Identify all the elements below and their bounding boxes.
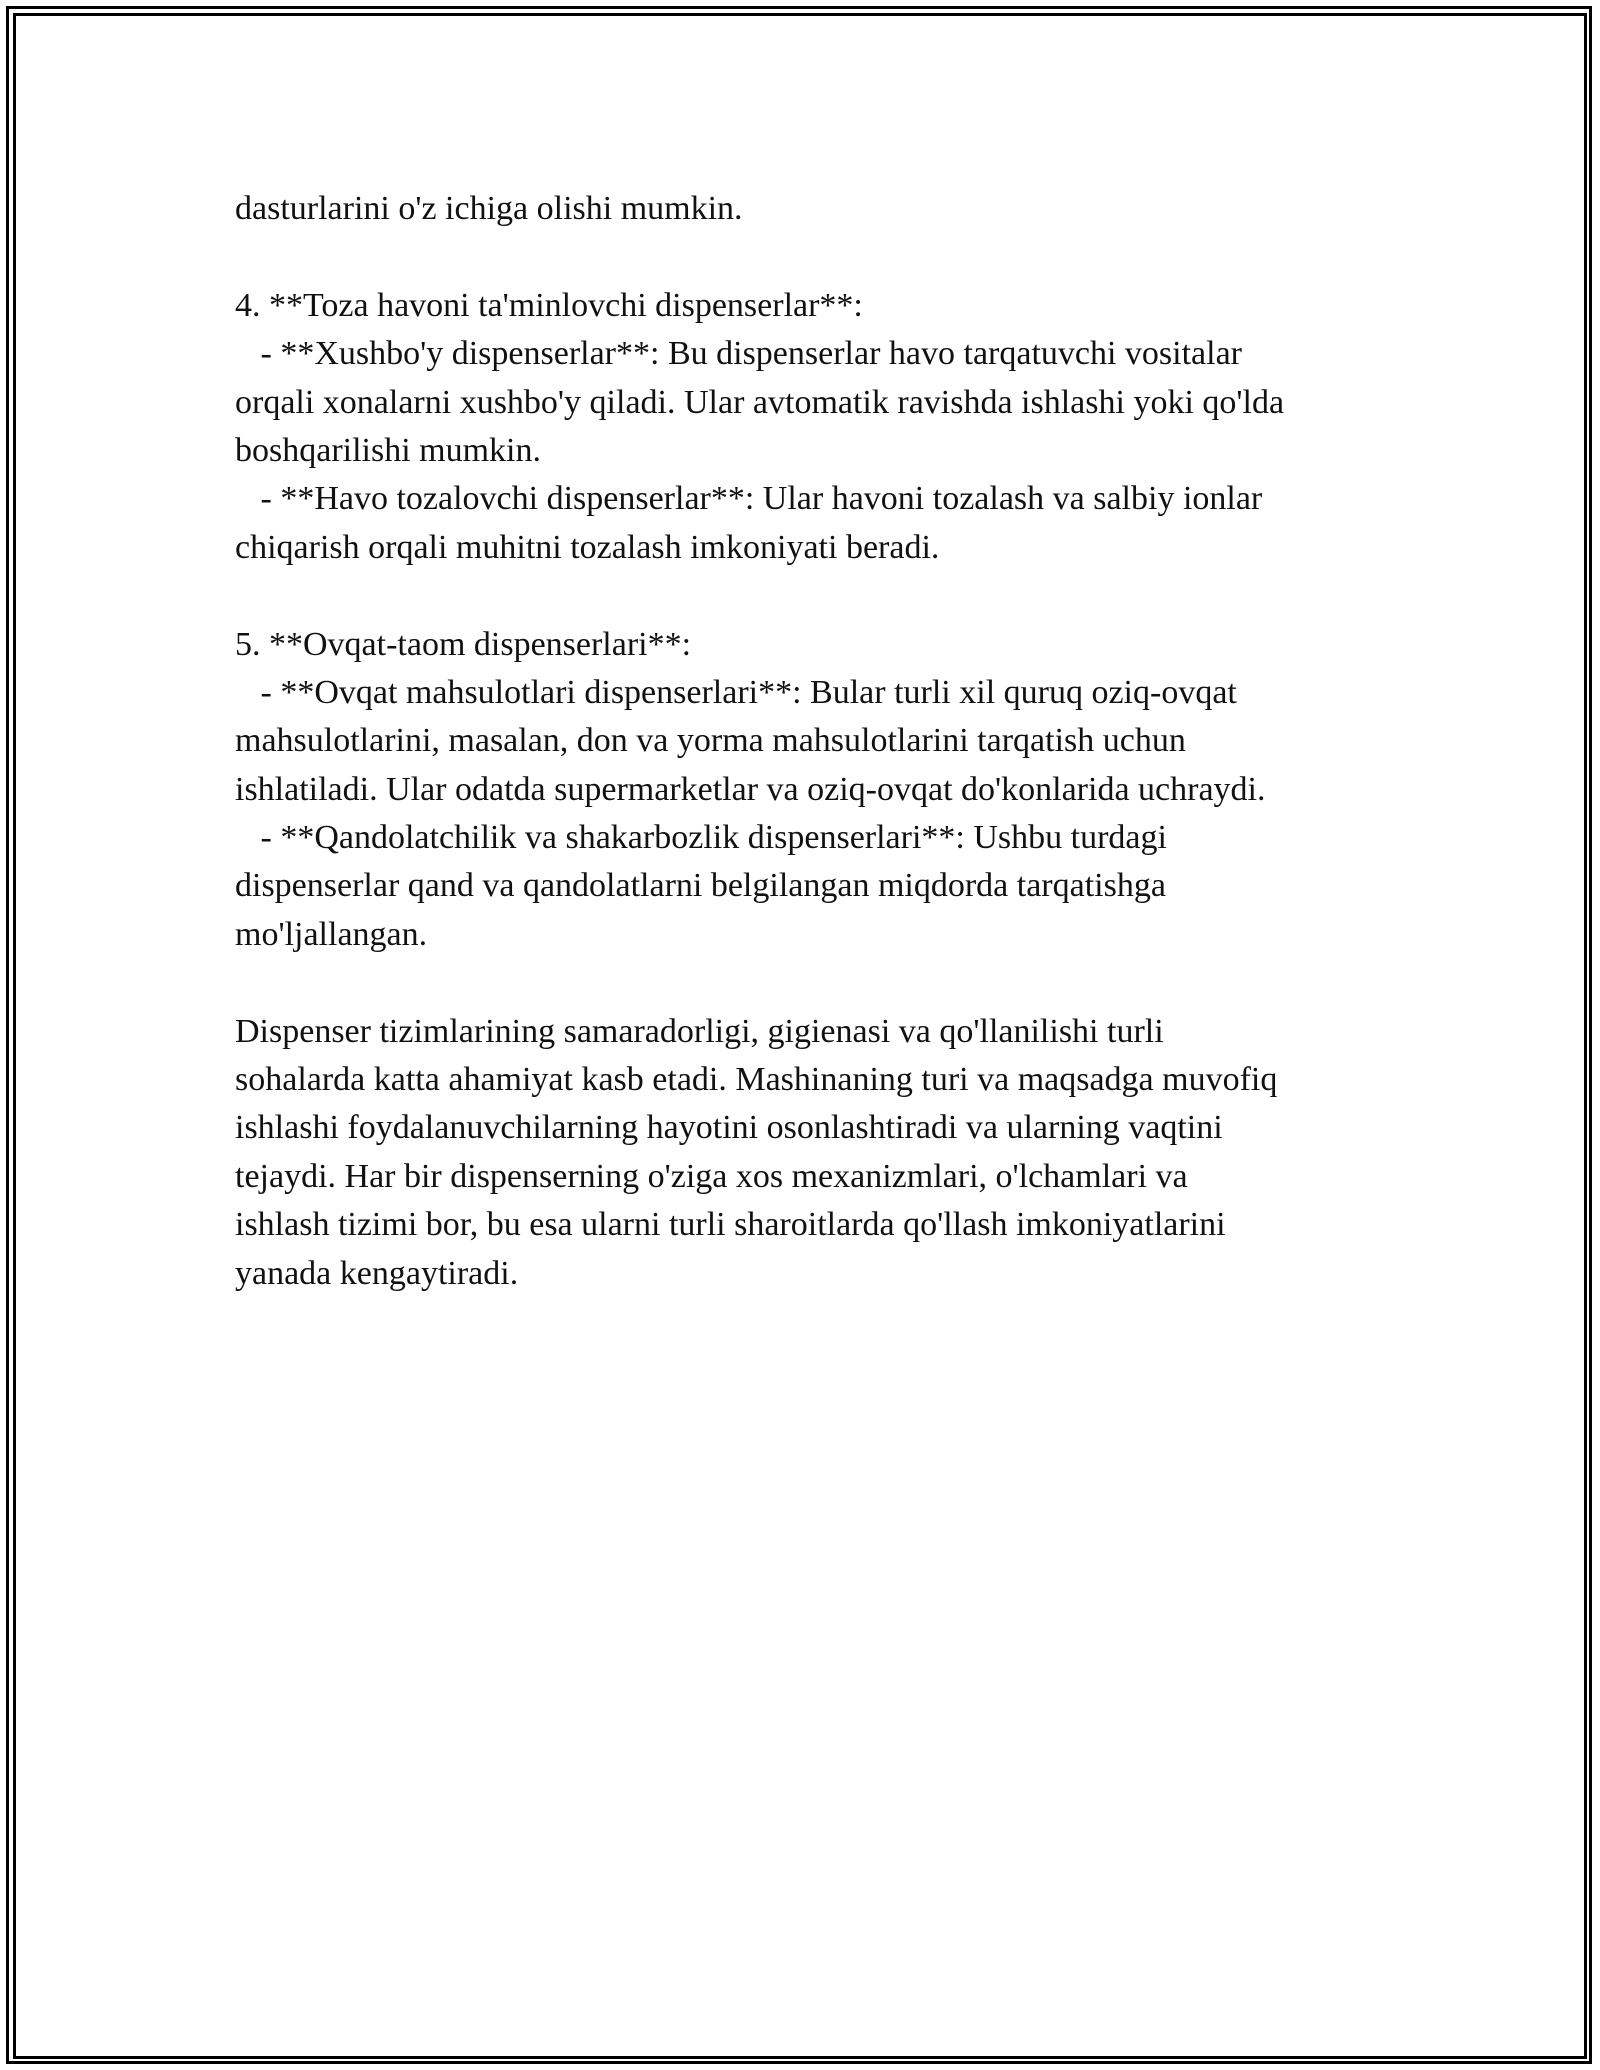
text-line: mo'ljallangan.	[235, 915, 428, 953]
text-line: ishlatiladi. Ular odatda supermarketlar va oziq-ovqat do'konlarida uchraydi.	[235, 770, 1266, 808]
document-body	[235, 185, 1395, 1298]
conclusion-line: ishlash tizimi bor, bu esa ularni turli sharoitlarda qo'llash imkoniyatlarini	[235, 1206, 1226, 1244]
conclusion-line: ishlashi foydalanuvchilarning hayotini osonlashtiradi va ularning vaqtini	[235, 1109, 1223, 1147]
text-line: dispenserlar qand va qandolatlarni belgilangan miqdorda tarqatishga	[235, 867, 1166, 905]
blank-line	[235, 959, 1395, 1007]
conclusion-line: yanada kengaytiradi.	[235, 1254, 519, 1292]
text-line: chiqarish orqali muhitni tozalash imkoniyati beradi.	[235, 528, 940, 566]
text-line: mahsulotlarini, masalan, don va yorma mahsulotlarini tarqatish uchun	[235, 722, 1186, 760]
conclusion-line: Dispenser tizimlarining samaradorligi, gigienasi va qo'llanilishi turli	[235, 1012, 1164, 1050]
text-line: orqali xonalarni xushbo'y qiladi. Ular avtomatik ravishda ishlashi yoki qo'lda	[235, 383, 1285, 421]
list-item-line: - **Qandolatchilik va shakarbozlik dispenserlari**: Ushbu turdagi	[235, 819, 1167, 857]
blank-line	[235, 572, 1395, 620]
conclusion-line: tejaydi. Har bir dispenserning o'ziga xos mexanizmlari, o'lchamlari va	[235, 1157, 1188, 1195]
list-item-line: - **Xushbo'y dispenserlar**: Bu dispenserlar havo tarqatuvchi vositalar	[235, 335, 1243, 373]
conclusion-line: sohalarda katta ahamiyat kasb etadi. Mashinaning turi va maqsadga muvofiq	[235, 1061, 1278, 1099]
list-item-line: - **Ovqat mahsulotlari dispenserlari**: Bular turli xil quruq oziq-ovqat	[235, 673, 1237, 711]
blank-line	[235, 233, 1395, 281]
list-item-line: - **Havo tozalovchi dispenserlar**: Ular havoni tozalash va salbiy ionlar	[235, 480, 1263, 518]
text-line: dasturlarini o'z ichiga olishi mumkin.	[235, 190, 743, 227]
section-heading-5: 5. **Ovqat-taom dispenserlari**:	[235, 625, 692, 663]
text-line: boshqarilishi mumkin.	[235, 431, 541, 469]
section-heading-4: 4. **Toza havoni ta'minlovchi dispenserlar**:	[235, 286, 863, 324]
